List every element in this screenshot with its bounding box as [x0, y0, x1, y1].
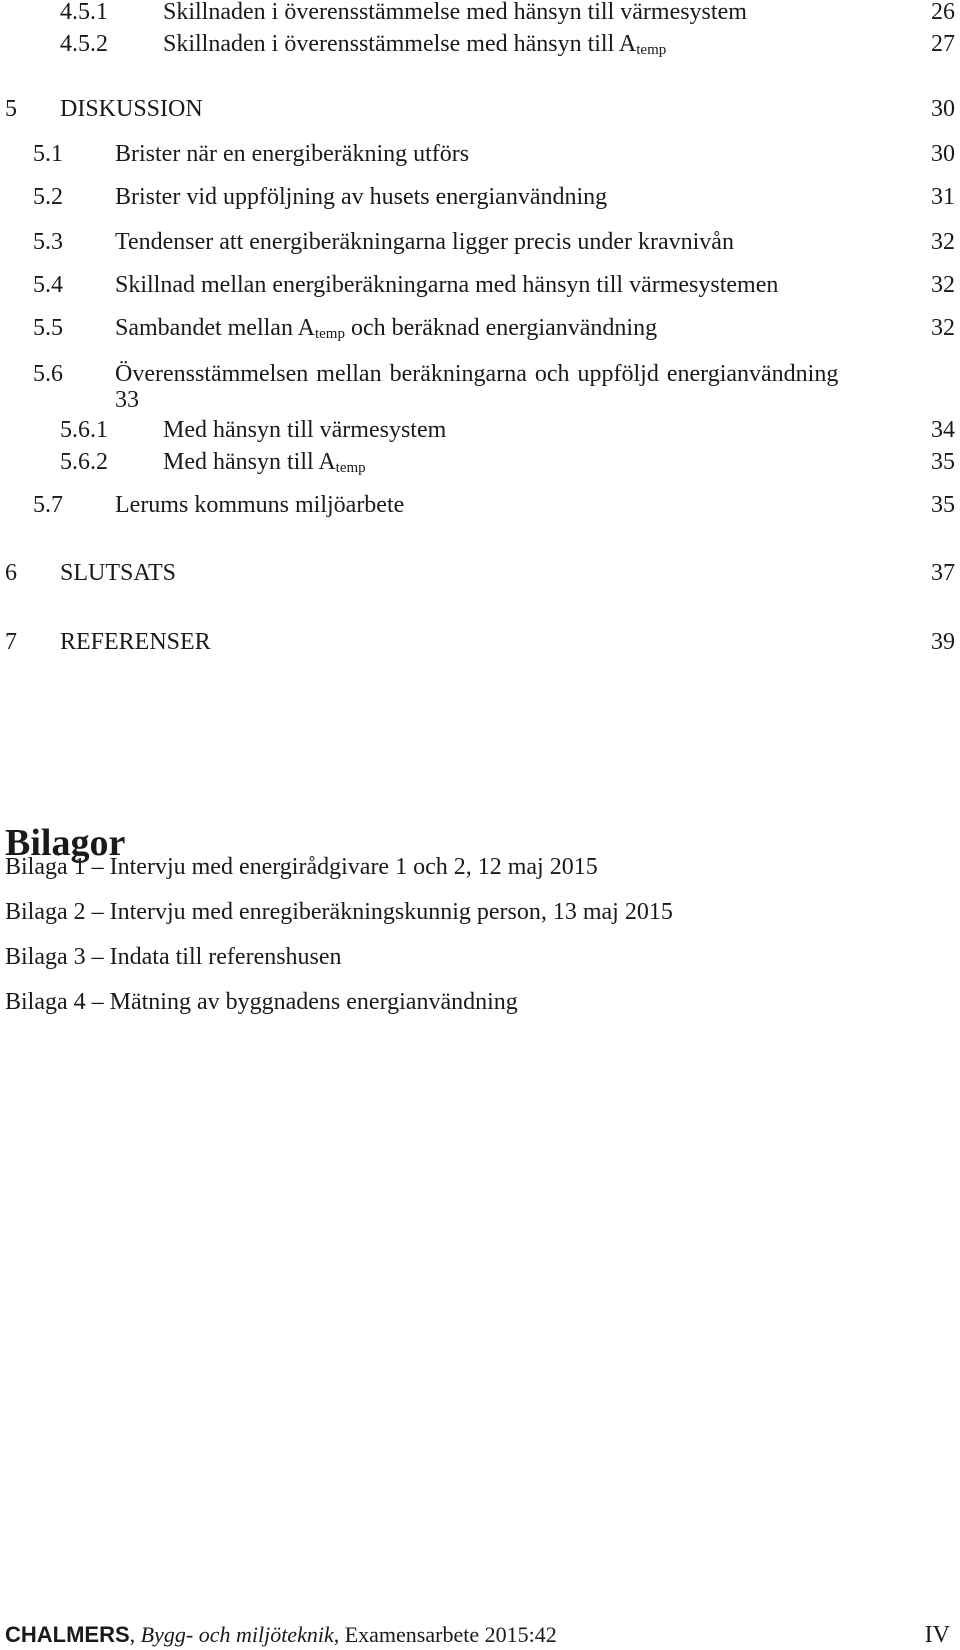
toc-entry-5-4[interactable]: [0, 265, 960, 305]
appendices-heading: Bilagor: [5, 822, 126, 864]
toc-title: REFERENSER: [60, 629, 211, 655]
toc-page-number: 32: [931, 315, 955, 341]
subscript-temp: temp: [335, 460, 366, 476]
footer-separator: ,: [129, 1622, 141, 1647]
toc-entry-5-6[interactable]: [0, 354, 960, 394]
toc-page-number: 31: [931, 184, 955, 210]
toc-title: Brister när en energiberäkning utförs: [115, 141, 470, 167]
toc-page-number: 32: [931, 272, 955, 298]
subscript-temp: temp: [314, 326, 345, 342]
toc-number: 5.6.2: [60, 449, 108, 475]
toc-number: 5: [5, 96, 17, 122]
toc-entry-7[interactable]: [0, 622, 960, 662]
toc-page-number: 37: [931, 560, 955, 586]
footer-department: Bygg- och miljöteknik: [140, 1622, 334, 1647]
toc-page-number: 34: [931, 417, 955, 443]
toc-title: Skillnaden i överensstämmelse med hänsyn till $A_{temp}$: [163, 31, 667, 58]
toc-number: 4.5.1: [60, 0, 108, 25]
toc-title: Med hänsyn till $A_{temp}$: [163, 449, 366, 476]
toc-page-number: 35: [931, 492, 955, 518]
page-footer: [5, 1620, 955, 1650]
toc-title: SLUTSATS: [60, 560, 177, 586]
toc-title: Sambandet mellan $A_{temp}$ och beräknad energianvändning: [115, 315, 658, 342]
toc-number: 5.6.1: [60, 417, 108, 443]
toc-title: Med hänsyn till värmesystem: [163, 417, 447, 443]
footer-page-number: IV: [924, 1622, 950, 1648]
toc-page-number: 35: [931, 449, 955, 475]
toc-number: 4.5.2: [60, 31, 108, 57]
toc-page-number: 39: [931, 629, 955, 655]
appendix-item-1: Bilaga 1 – Intervju med energirådgivare 1 och 2, 12 maj 2015: [5, 854, 598, 880]
toc-entry-5[interactable]: [0, 89, 960, 129]
toc-page-number: 30: [931, 96, 955, 122]
toc-page-number: 33: [115, 387, 139, 413]
toc-page-number: 26: [931, 0, 955, 25]
toc-title: Brister vid uppföljning av husets energianvändning: [115, 184, 608, 210]
toc-number: 5.4: [33, 272, 63, 298]
toc-title: Lerums kommuns miljöarbete: [115, 492, 405, 518]
toc-entry-5-5[interactable]: [0, 308, 960, 348]
toc-number: 5.7: [33, 492, 63, 518]
toc-entry-6[interactable]: [0, 553, 960, 593]
toc-number: 5.5: [33, 315, 63, 341]
toc-title: DISKUSSION: [60, 96, 203, 122]
toc-page-number: 30: [931, 141, 955, 167]
toc-entry-4-5-2[interactable]: [0, 24, 960, 64]
toc-number: 6: [5, 560, 17, 586]
toc-page-number: 32: [931, 229, 955, 255]
toc-number: 5.1: [33, 141, 63, 167]
toc-entry-5-7[interactable]: [0, 485, 960, 525]
toc-page-number: 27: [931, 31, 955, 57]
appendix-item-2: Bilaga 2 – Intervju med enregiberäkningskunnig person, 13 maj 2015: [5, 899, 673, 925]
toc-entry-5-3[interactable]: [0, 222, 960, 262]
toc-entry-5-1[interactable]: [0, 134, 960, 174]
toc-number: 5.6: [33, 361, 63, 387]
footer-brand: CHALMERS: [5, 1622, 130, 1647]
toc-title: Skillnaden i överensstämmelse med hänsyn till värmesystem: [163, 0, 747, 25]
toc-entry-5-2[interactable]: [0, 177, 960, 217]
toc-title: Skillnad mellan energiberäkningarna med hänsyn till värmesystemen: [115, 272, 779, 298]
toc-title: Överensstämmelsen mellan beräkningarna och uppföljd energianvändning: [115, 361, 839, 387]
appendix-item-4: Bilaga 4 – Mätning av byggnadens energianvändning: [5, 989, 518, 1015]
subscript-temp: temp: [636, 42, 667, 58]
appendix-item-3: Bilaga 3 – Indata till referenshusen: [5, 944, 342, 970]
toc-number: 5.3: [33, 229, 63, 255]
toc-number: 7: [5, 629, 17, 655]
footer-report: , Examensarbete 2015:42: [333, 1622, 557, 1647]
toc-number: 5.2: [33, 184, 63, 210]
toc-title: Tendenser att energiberäkningarna ligger precis under kravnivån: [115, 229, 734, 255]
toc-entry-5-6-2[interactable]: [0, 442, 960, 482]
